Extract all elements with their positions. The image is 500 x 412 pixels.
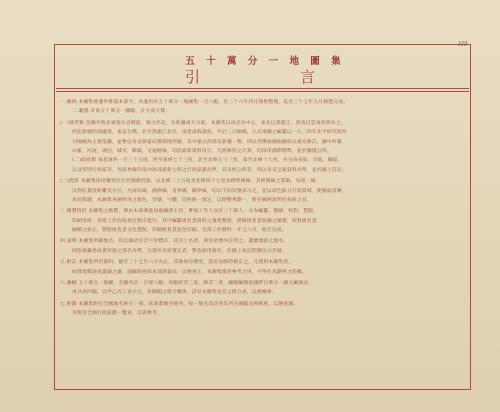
text-line: 另附有全國行政區劃一覽表，以資參考。: [72, 311, 162, 317]
text-line: 以及特別行政區等，各區界線均依內政部最新公佈之行政區劃為準，其未經公佈者，則以各省呈報資料為準，並於圖上註記。: [72, 167, 347, 173]
text-line: 圖稿之校正，製版組負責分色製版，印刷組負責套色印刷，全部工作歷時一年又六月，始告完成。: [72, 228, 287, 234]
text-line: 西起新疆西部邊境，東迄台灣，北至黑龍江北岸，南達南海諸島，共計三百餘幅，正式地圖之編纂以一九三四年北平研究院所: [72, 130, 347, 136]
section-paragraph: [60, 177, 464, 205]
section-paragraph: [60, 279, 464, 298]
heading-char-left: 引: [185, 68, 201, 86]
text-line: 二.範圍 計東五十萬分一圖幅，計分南大類：: [72, 109, 171, 115]
section-paragraph: [60, 258, 464, 277]
text-line: 山脈，河流，湖泊，城市，鄉鎮，交通路線，均依最新資料改正，凡經緯度之計算，均採用國際標準，並於圖邊註明。: [72, 148, 332, 154]
atlas-title: 五 十 萬 分 一 地 圖 集: [185, 56, 345, 67]
section-paragraph: [60, 119, 464, 175]
text-line: 印刷等組，各組工作均依規定程序進行，其中編纂組負責資料之蒐集整理，描繪組負責原圖之繪製，校對組負責: [72, 218, 317, 224]
heading-rule-double: [56, 91, 469, 92]
section-paragraph: [60, 98, 464, 117]
text-line: 五.附註 本圖集所用資料，截至三十七年六月為止，其後如有變更，當於再版時修正之，凡使用本圖集者，: [60, 260, 294, 266]
section-paragraph: [60, 237, 464, 256]
text-line: 如發現錯誤或遺漏之處，請隨時函知本部測量局，以便更正，本圖集僅供參考之用，不得作為劃界之依據。: [72, 269, 307, 275]
text-line: 七.附錄 本圖集附有全國地名索引一冊，依筆畫順序排列，每一地名均註明其所在圖幅及經緯度，以便查閱，: [60, 301, 299, 307]
text-line: 刊地圖為主要依據，並參以各省測量局實測地形圖，其中蒙古西部及新疆一帶，則以英俄兩國地圖加以補充修訂，圖中所載: [72, 139, 342, 145]
heading-char-right: 言: [300, 68, 316, 86]
text-line: 三.繪製情形 本圖集之繪製，係由本部測量局地圖課主持，參加工作人員計三十餘人，分為編纂，描繪，校對，製版，: [60, 209, 319, 215]
text-line: (一)地形類 該圖共收北東地方直轄區，蒙古西北，及新疆兩大分區，本圖集以南京為中心，東北以黑龍江，西南以雲南西部為主，: [60, 120, 346, 126]
text-line: (二)政區類 東起東經一百三十五度，西至東經七十三度，北至北緯五十三度，南至北緯十八度，共分為省區，市區，縣區，: [72, 158, 343, 164]
text-line: 六.圖幅 五十萬分一地圖，全圖共計一百零八幅，每幅經差三度，緯差二度，圖幅編號依國際百萬分一圖之編號法，: [60, 281, 314, 287]
text-line: 一.總則 本圖集係遵奉參謀本部令，為適用於五十萬分一地圖集一乃八幅，於三十六年四月開始整理，迄於三十七年九月繪製完成。: [60, 100, 349, 105]
text-line: 再分為四幅，以甲乙丙丁表示之，各圖幅之接合關係，詳見本圖集卷首之接合表，以便檢索。: [72, 290, 277, 296]
text-line: 則依蒙藏委員會所頒之譯名為準，凡譯名未經審定者，暫依通用譯名，於圖上加註問號以示存疑。: [72, 248, 287, 254]
text-line: 四.說明 本圖集所載地名，均以國語注音字母標註，其有土名者，則於括號內註明之，邊疆地區之地名，: [60, 239, 289, 245]
section-paragraph: [60, 207, 464, 235]
heading-rule: [56, 88, 469, 89]
document-body: [60, 98, 464, 386]
section-gap: [60, 319, 464, 321]
handwritten-note: M8: [458, 40, 468, 48]
text-line: 以利於量度距離及方位，凡海岸線，國界線，省界線，縣界線，均以不同符號表示之，並以彩色區分行政區域，使圖面清晰，: [72, 188, 347, 194]
text-line: (三)投影 本圖集採用蘭勃氏正形圓錐投影，以北緯二十五度及北緯四十七度為標準緯線，其經緯線之間隔，每度一線，: [60, 179, 321, 185]
text-line: 易於閱讀，本圖集各圖所用之顏色，符號，字體，均經統一規定，以期整齊劃一，附有圖例說明於每冊之首。: [72, 197, 312, 203]
section-paragraph: [60, 300, 464, 319]
